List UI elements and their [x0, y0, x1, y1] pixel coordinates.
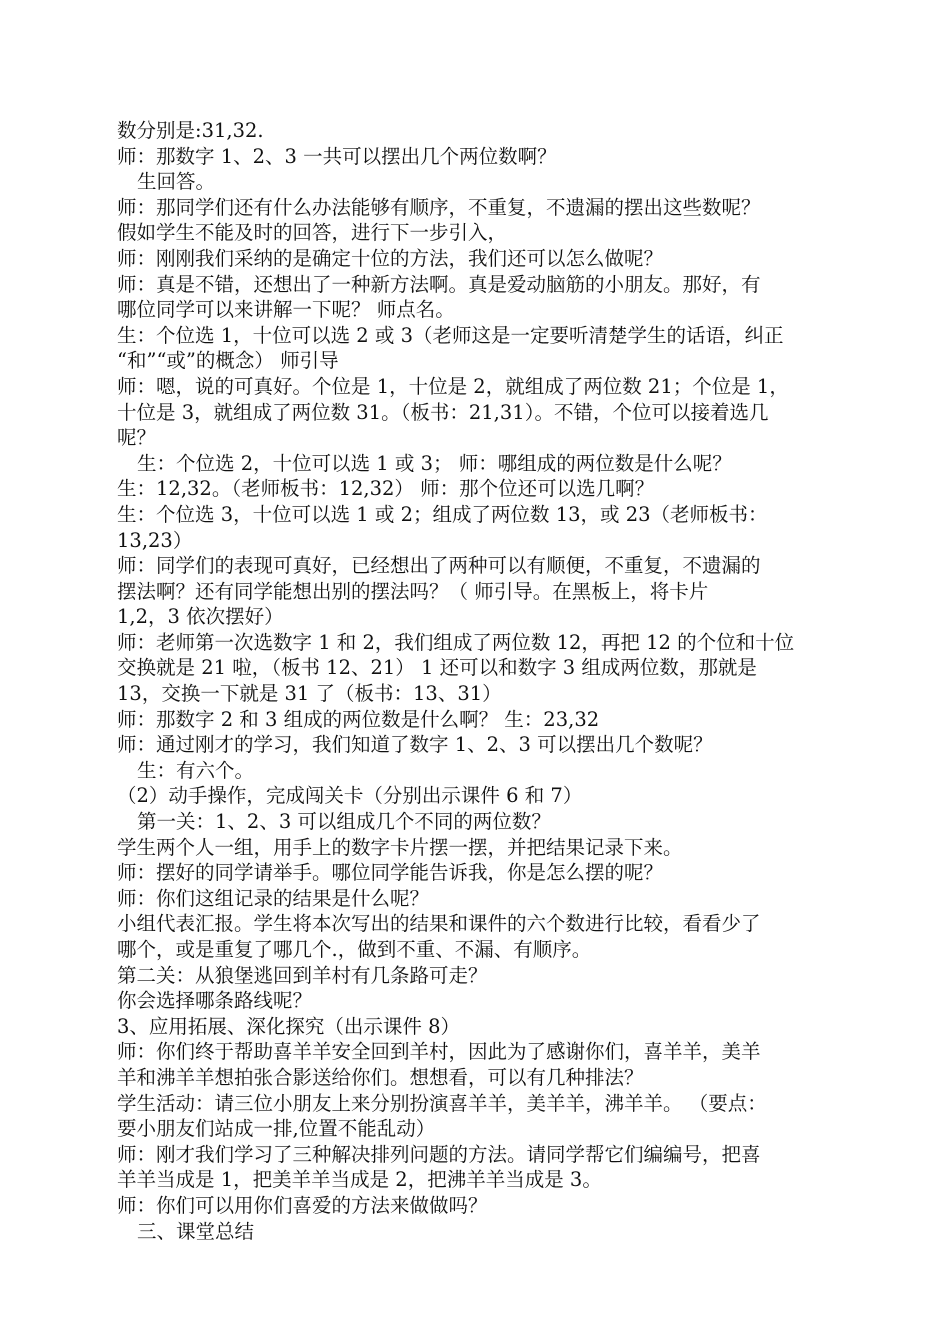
text-line: 呢？ [117, 426, 157, 450]
text-line: 师：嗯，说的可真好。个位是 1，十位是 2，就组成了两位数 21；个位是 1， [117, 374, 789, 398]
text-line: 生：有六个。 [137, 758, 255, 782]
text-line: 师：真是不错，还想出了一种新方法啊。真是爱动脑筋的小朋友。那好，有 [117, 272, 761, 296]
text-line: 生：个位选 3，十位可以选 1 或 2；组成了两位数 13，或 23（老师板书： [117, 502, 768, 526]
text-line: 师：老师第一次选数字 1 和 2，我们组成了两位数 12，再把 12 的个位和十位 [117, 630, 795, 654]
text-line: 师：摆好的同学请举手。哪位同学能告诉我，你是怎么摆的呢？ [117, 861, 664, 885]
text-line: 师：你们终于帮助喜羊羊安全回到羊村，因此为了感谢你们，喜羊羊，美羊 [117, 1040, 761, 1064]
text-line: 3、应用拓展、深化探究（出示课件 8） [117, 1014, 461, 1038]
text-line: 师：同学们的表现可真好，已经想出了两种可以有顺便，不重复，不遗漏的 [117, 554, 761, 578]
text-line: 13,23） [117, 528, 193, 552]
text-line: 师：那同学们还有什么办法能够有顺序，不重复，不遗漏的摆出这些数呢？ [117, 195, 761, 219]
text-line: 师：刚才我们学习了三种解决排列问题的方法。请同学帮它们编编号，把喜 [117, 1142, 761, 1166]
text-line: 哪个，或是重复了哪几个.，做到不重、不漏、有顺序。 [117, 938, 592, 961]
text-line: 生回答。 [137, 170, 216, 194]
text-line: （2）动手操作，完成闯关卡（分别出示课件 6 和 7） [117, 784, 583, 808]
text-line: 哪位同学可以来讲解一下呢？ 师点名。 [117, 298, 455, 322]
text-line: 师：通过刚才的学习，我们知道了数字 1、2、3 可以摆出几个数呢？ [117, 733, 713, 757]
text-line: 学生两个人一组，用手上的数字卡片摆一摆，并把结果记录下来。 [117, 835, 683, 859]
text-line: 假如学生不能及时的回答，进行下一步引入， [117, 221, 508, 245]
section-heading: 三、课堂总结 [137, 1219, 255, 1243]
text-line: 生：个位选 2，十位可以选 1 或 3； 师：哪组成的两位数是什么呢？ [137, 451, 732, 475]
text-line: 羊羊当成是 1，把美羊羊当成是 2，把沸羊羊当成是 3。 [117, 1168, 602, 1192]
text-line: 师：你们这组记录的结果是什么呢？ [117, 886, 430, 910]
document-body [117, 118, 877, 1244]
text-line: 师：你们可以用你们喜爱的方法来做做吗？ [117, 1193, 488, 1217]
text-line: “和”“或”的概念） 师引导 [117, 349, 339, 373]
text-line: 生：12,32。（老师板书：12,32） 师：那个位还可以选几啊？ [117, 477, 655, 501]
text-line: 第一关：1、2、3 可以组成几个不同的两位数？ [137, 810, 551, 834]
text-line: 师：刚刚我们采纳的是确定十位的方法，我们还可以怎么做呢？ [117, 246, 664, 270]
text-line: 13，交换一下就是 31 了（板书：13、31） [117, 682, 502, 706]
text-line: 小组代表汇报。学生将本次写出的结果和课件的六个数进行比较，看看少了 [117, 912, 761, 936]
text-line: 你会选择哪条路线呢？ [117, 989, 313, 1013]
text-line: 交换就是 21 啦，（板书 12、21） 1 还可以和数字 3 组成两位数，那就是 [117, 656, 757, 680]
text-line: 数分别是:31,32. [117, 119, 264, 142]
text-line: 1,2，3 依次摆好） [117, 605, 284, 629]
text-line: 师：那数字 1、2、3 一共可以摆出几个两位数啊？ [117, 144, 557, 168]
text-line: 羊和沸羊羊想拍张合影送给你们。想想看，可以有几种排法？ [117, 1065, 644, 1089]
text-line: 生：个位选 1，十位可以选 2 或 3（老师这是一定要听清楚学生的话语，纠正 [117, 323, 784, 347]
text-line: 十位是 3，就组成了两位数 31。（板书：21,31）。不错，个位可以接着选几 [117, 400, 769, 424]
text-line: 摆法啊？还有同学能想出别的摆法吗？（ 师引导。在黑板上，将卡片 [117, 579, 709, 603]
text-line: 第二关：从狼堡逃回到羊村有几条路可走？ [117, 963, 488, 987]
text-line: 学生活动：请三位小朋友上来分别扮演喜羊羊，美羊羊，沸羊羊。 （要点： [117, 1091, 767, 1115]
text-line: 师：那数字 2 和 3 组成的两位数是什么啊？ 生：23,32 [117, 707, 600, 731]
text-line: 要小朋友们站成一排,位置不能乱动） [117, 1117, 436, 1141]
